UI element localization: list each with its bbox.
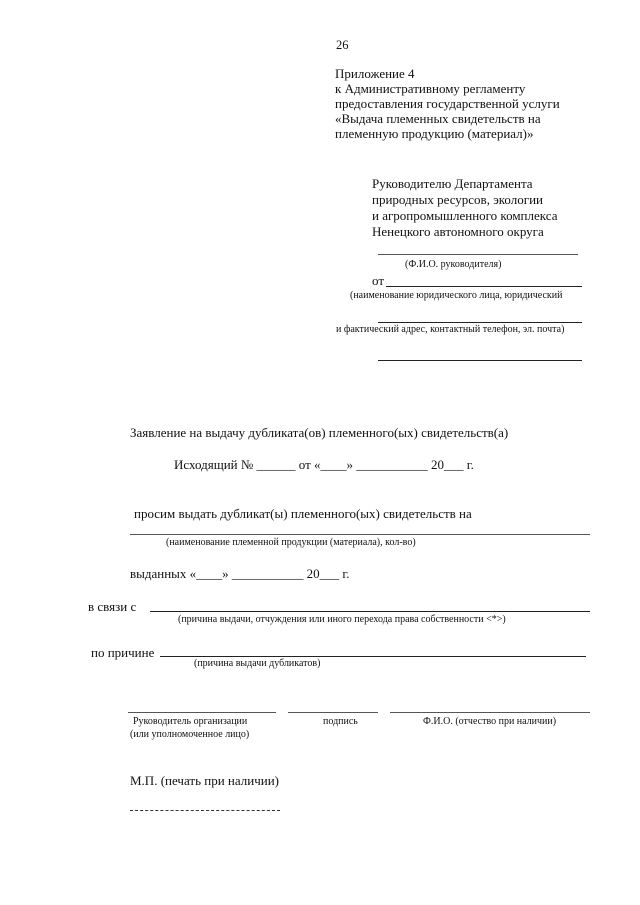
- product-name-line[interactable]: [130, 534, 590, 535]
- reason-label: по причине: [91, 645, 155, 660]
- fio-signature-line[interactable]: [390, 712, 590, 713]
- due-to-line[interactable]: [150, 611, 590, 612]
- director-fio-caption: (Ф.И.О. руководителя): [405, 259, 502, 270]
- page-number: 26: [336, 38, 349, 52]
- addressee-line-3: и агропромышленного комплекса: [372, 208, 558, 223]
- appendix-line-4: «Выдача племенных свидетельств на: [335, 111, 541, 126]
- addressee-line-1: Руководителю Департамента: [372, 176, 533, 191]
- fio-caption: Ф.И.О. (отчество при наличии): [423, 716, 557, 727]
- issued-date-line[interactable]: выданных «____» ___________ 20___ г.: [130, 566, 350, 581]
- addressee-line-2: природных ресурсов, экологии: [372, 192, 543, 207]
- appendix-line-3: предоставления государственной услуги: [335, 96, 560, 111]
- from-label: от: [372, 273, 385, 288]
- applicant-address-line: [378, 322, 582, 323]
- reason-line[interactable]: [160, 656, 586, 657]
- sign-caption: подпись: [323, 716, 358, 727]
- appendix-line-1: Приложение 4: [335, 66, 415, 81]
- applicant-name-caption: (наименование юридического лица, юридический: [350, 290, 563, 301]
- applicant-address-caption: и фактический адрес, контактный телефон, эл. почта): [336, 324, 565, 335]
- footnote-separator: [130, 810, 280, 811]
- due-to-caption: (причина выдачи, отчуждения или иного перехода права собственности <*>): [178, 614, 506, 625]
- stamp-label: М.П. (печать при наличии): [130, 773, 279, 788]
- head-signature-line[interactable]: [128, 712, 276, 713]
- form-title: Заявление на выдачу дубликата(ов) племенного(ых) свидетельств(а): [130, 425, 509, 440]
- head-caption-1: Руководитель организации: [133, 716, 248, 727]
- outgoing-number-line[interactable]: Исходящий № ______ от «____» ___________ 20___ г.: [174, 457, 474, 472]
- director-fio-line: [378, 254, 578, 255]
- due-to-label: в связи с: [88, 599, 137, 614]
- request-text: просим выдать дубликат(ы) племенного(ых) свидетельств на: [134, 506, 472, 521]
- appendix-line-2: к Административному регламенту: [335, 81, 526, 96]
- reason-caption: (причина выдачи дубликатов): [194, 658, 321, 669]
- signature-line[interactable]: [288, 712, 378, 713]
- applicant-name-line: [386, 286, 582, 287]
- head-caption-2: (или уполномоченное лицо): [130, 729, 250, 740]
- addressee-line-4: Ненецкого автономного округа: [372, 224, 544, 239]
- appendix-line-5: племенную продукцию (материал)»: [335, 126, 534, 141]
- product-name-caption: (наименование племенной продукции (материала), кол-во): [166, 537, 416, 548]
- applicant-contact-line: [378, 360, 582, 361]
